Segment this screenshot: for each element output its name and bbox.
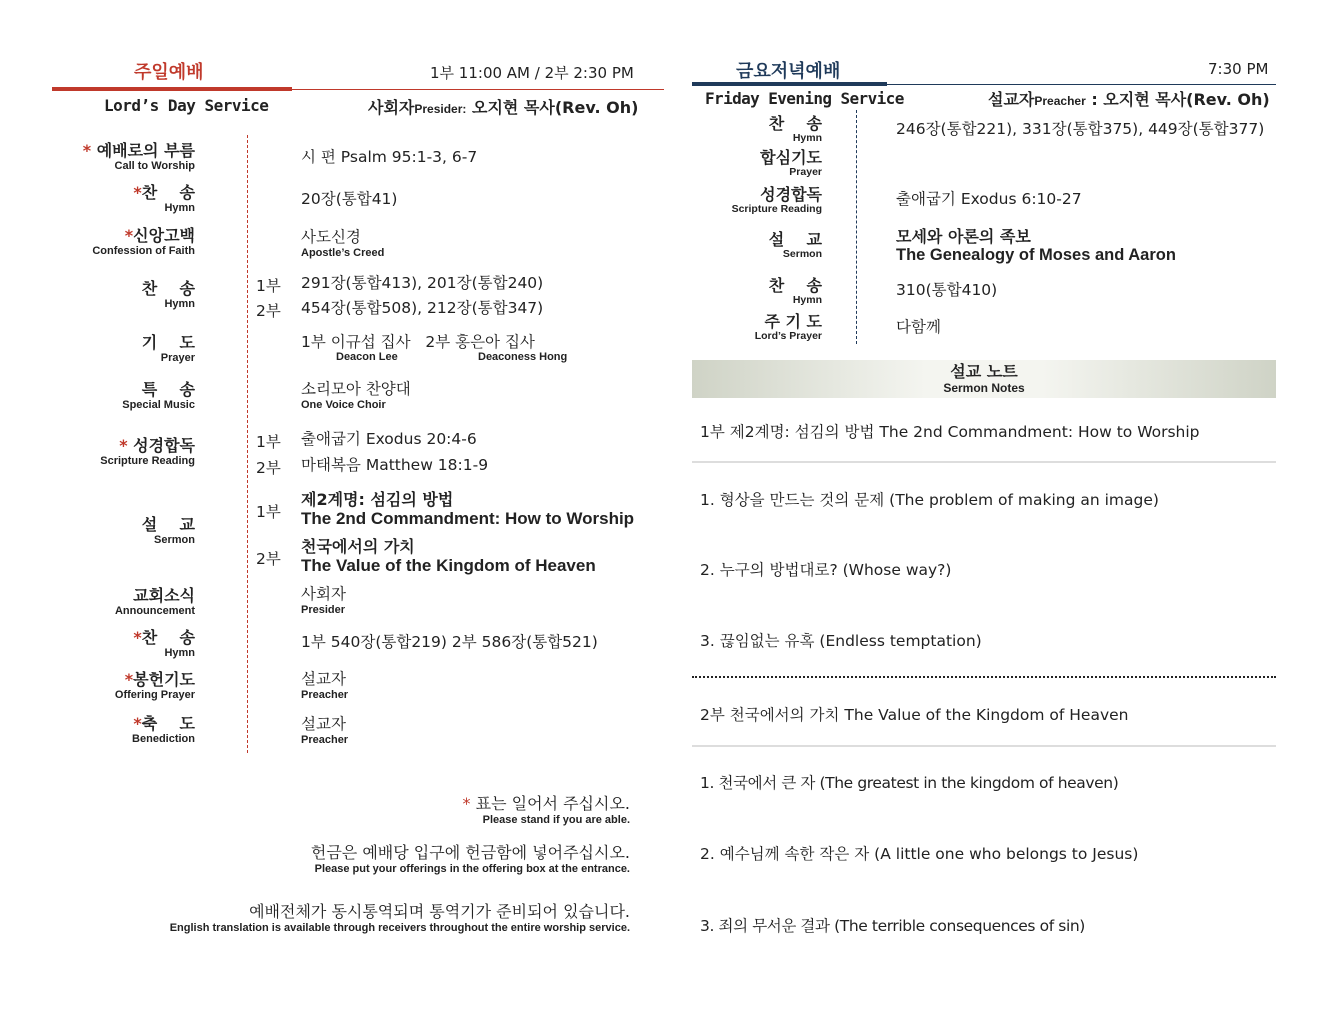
order-confession [0, 227, 195, 257]
stand-mark: * [119, 436, 128, 455]
content-announcement [301, 585, 346, 616]
preacher-en: Preacher [1034, 94, 1086, 108]
order-benediction [0, 715, 195, 745]
friday-time: 7:30 PM [1208, 60, 1269, 78]
item-kr: 설 교 [768, 230, 822, 249]
item-en: Sermon [154, 534, 195, 546]
friday-preacher [988, 87, 1270, 110]
order-scripture [0, 437, 195, 467]
item-en: Benediction [132, 733, 195, 745]
content-hymn-2-part1: 291장(통합413), 201장(통합240) [301, 274, 544, 292]
content-kr: 사회자 [301, 585, 346, 603]
content-sermon-part2 [301, 537, 596, 575]
content-kr: 설교자 [301, 670, 346, 688]
content-en: Preacher [301, 734, 349, 746]
sermon-notes-title-kr: 설교 노트 [950, 362, 1018, 381]
presider-en: Presider: [414, 102, 467, 116]
item-kr: 특 송 [141, 380, 195, 399]
sunday-time: 1부 11:00 AM / 2부 2:30 PM [430, 64, 634, 82]
notes-part2-heading: 2부 천국에서의 가치 The Value of the Kingdom of Heaven [700, 706, 1129, 724]
order-hymn-3 [0, 629, 195, 659]
item-kr: 신앙고백 [133, 226, 195, 245]
part-2-label: 2부 [256, 550, 281, 568]
part-2-label: 2부 [256, 459, 281, 477]
item-kr: 봉헌기도 [133, 670, 195, 689]
sunday-title-underline-red [52, 87, 292, 91]
preacher-kr: 설교자 [988, 90, 1035, 109]
sermon-title-kr: 제2계명: 섬김의 방법 [301, 490, 454, 509]
item-en: Scripture Reading [731, 203, 822, 215]
sunday-title: 주일예배 [134, 62, 204, 83]
content-scripture-part1: 출애굽기 Exodus 20:4-6 [301, 430, 477, 448]
order-prayer [0, 334, 195, 364]
friday-content-hymn-1: 246장(통합221), 331장(통합375), 449장(통합377) [896, 120, 1265, 138]
item-kr: 성경합독 [133, 436, 195, 455]
item-en: Prayer [789, 166, 822, 178]
item-en: Confession of Faith [92, 245, 195, 257]
content-offering-prayer [301, 670, 348, 701]
item-en: Lord’s Prayer [754, 330, 822, 342]
content-en: One Voice Choir [301, 399, 386, 411]
footer-kr: 헌금은 예배당 입구에 헌금함에 넣어주십시오. [310, 843, 630, 862]
content-kr: 소리모아 찬양대 [301, 380, 411, 398]
friday-order-sermon [692, 231, 822, 260]
item-kr: 주 기 도 [764, 312, 822, 331]
item-en: Hymn [164, 647, 195, 659]
item-kr: 찬 송 [768, 276, 822, 295]
friday-order-hymn-1 [692, 115, 822, 144]
order-hymn-1 [0, 184, 195, 214]
content-en: Presider [301, 604, 346, 616]
content-scripture-part2: 마태복음 Matthew 18:1-9 [301, 456, 489, 474]
friday-order-lords-prayer [692, 313, 822, 342]
footer-translation-note [60, 899, 630, 934]
content-prayer: 1부 이규섭 집사 2부 홍은아 집사 [301, 333, 535, 351]
item-en: Announcement [114, 605, 195, 617]
item-kr: 성경합독 [760, 185, 822, 204]
friday-order-hymn-2 [692, 277, 822, 306]
preacher-name: : 오지현 목사(Rev. Oh) [1091, 90, 1270, 109]
item-en: Prayer [160, 352, 195, 364]
content-call-to-worship: 시 편 Psalm 95:1-3, 6-7 [301, 148, 478, 166]
friday-title-en: Friday Evening Service [705, 89, 904, 108]
footer-kr: 표는 일어서 주십시오. [475, 794, 630, 813]
content-prayer-sub1: Deacon Lee [336, 351, 398, 363]
notes-part2-point: 3. 죄의 무서운 결과 (The terrible consequences of sin) [700, 917, 1085, 935]
part-1-label: 1부 [256, 503, 281, 521]
notes-part1-point: 2. 누구의 방법대로? (Whose way?) [700, 561, 952, 579]
sermon-notes-title-en: Sermon Notes [943, 381, 1025, 395]
content-kr: 사도신경 [301, 228, 361, 246]
footer-en: Please put your offerings in the offering box at the entrance. [314, 863, 630, 875]
item-en: Special Music [122, 399, 195, 411]
order-special-music [0, 381, 195, 411]
item-kr: 설 교 [141, 515, 195, 534]
content-sermon-part1 [301, 490, 634, 528]
content-en: Apostle’s Creed [301, 247, 385, 259]
item-en: Call to Worship [114, 160, 195, 172]
presider-kr: 사회자 [368, 98, 415, 117]
friday-order-scripture [692, 186, 822, 215]
item-kr: 예배로의 부름 [96, 141, 195, 160]
content-hymn-1: 20장(통합41) [301, 190, 398, 208]
item-en: Hymn [164, 202, 195, 214]
item-en: Hymn [792, 294, 822, 306]
notes-part1-heading: 1부 제2계명: 섬김의 방법 The 2nd Commandment: How to Worship [700, 423, 1200, 441]
content-hymn-2-part2: 454장(통합508), 212장(통합347) [301, 299, 544, 317]
sunday-title-en: Lord’s Day Service [104, 96, 269, 115]
content-prayer-sub2: Deaconess Hong [478, 351, 568, 363]
item-kr: 합심기도 [760, 148, 822, 167]
order-sermon [0, 516, 195, 546]
friday-content-hymn-2: 310(통합410) [896, 281, 998, 299]
sermon-title-en: The Genealogy of Moses and Aaron [896, 246, 1176, 264]
part-1-label: 1부 [256, 433, 281, 451]
order-offering-prayer [0, 671, 195, 701]
footer-stand-note [60, 791, 630, 826]
footer-en: English translation is available through receivers throughout the entire worship service. [169, 922, 630, 934]
item-kr: 찬 송 [141, 279, 195, 298]
sermon-title-en: The 2nd Commandment: How to Worship [301, 509, 635, 528]
part-2-label: 2부 [256, 302, 281, 320]
item-kr: 기 도 [141, 333, 195, 352]
friday-divider [856, 110, 857, 344]
friday-content-sermon [896, 227, 1176, 265]
friday-content-lords-prayer: 다함께 [896, 318, 941, 336]
item-kr: 찬 송 [768, 114, 822, 133]
stand-mark: * [133, 183, 142, 202]
friday-title-underline-thin [887, 84, 1276, 85]
notes-part2-point: 2. 예수님께 속한 작은 자 (A little one who belongs to Jesus) [700, 845, 1139, 863]
item-en: Scripture Reading [100, 455, 195, 467]
content-benediction [301, 715, 348, 746]
order-hymn-2 [0, 280, 195, 310]
friday-content-scripture: 출애굽기 Exodus 6:10-27 [896, 190, 1082, 208]
sermon-title-kr: 천국에서의 가치 [301, 537, 415, 556]
presider-name: 오지현 목사(Rev. Oh) [471, 98, 639, 117]
part-1-label: 1부 [256, 277, 281, 295]
sunday-divider [247, 135, 248, 753]
sermon-notes-header [692, 360, 1276, 398]
sunday-presider [368, 95, 638, 118]
stand-mark: * [133, 628, 142, 647]
content-en: Preacher [301, 689, 349, 701]
item-kr: 찬 송 [141, 628, 195, 647]
stand-mark: * [124, 670, 134, 689]
footer-kr: 예배전체가 동시통역되며 통역기가 준비되어 있습니다. [249, 902, 630, 921]
item-en: Sermon [782, 248, 822, 260]
notes-part2-point: 1. 천국에서 큰 자 (The greatest in the kingdom of heaven) [700, 774, 1119, 792]
order-call-to-worship [0, 142, 195, 172]
item-en: Offering Prayer [114, 689, 195, 701]
item-kr: 축 도 [141, 714, 195, 733]
friday-title-underline-navy [692, 82, 887, 86]
item-kr: 교회소식 [133, 586, 195, 605]
item-en: Hymn [164, 298, 195, 310]
content-kr: 설교자 [301, 715, 346, 733]
content-hymn-3: 1부 540장(통합219) 2부 586장(통합521) [301, 633, 598, 651]
order-announcement [0, 587, 195, 617]
footer-en: Please stand if you are able. [482, 814, 630, 826]
notes-dotted-divider [692, 676, 1276, 678]
notes-divider [692, 745, 1276, 747]
friday-order-prayer [692, 149, 822, 178]
footer-offering-note [60, 840, 630, 875]
notes-divider [692, 461, 1276, 463]
stand-mark: * [82, 141, 92, 160]
notes-part1-point: 3. 끊임없는 유혹 (Endless temptation) [700, 632, 982, 650]
stand-mark: * [124, 226, 134, 245]
sermon-title-en: The Value of the Kingdom of Heaven [301, 556, 596, 575]
sermon-title-kr: 모세와 아론의 족보 [896, 227, 1031, 246]
sunday-title-underline-thin [292, 89, 664, 90]
item-kr: 찬 송 [141, 183, 195, 202]
content-special-music [301, 380, 411, 411]
stand-mark: * [462, 794, 471, 813]
stand-mark: * [133, 714, 142, 733]
friday-title: 금요저녁예배 [736, 61, 841, 82]
notes-part1-point: 1. 형상을 만드는 것의 문제 (The problem of making an image) [700, 491, 1159, 509]
item-en: Hymn [792, 132, 822, 144]
content-confession [301, 228, 384, 259]
